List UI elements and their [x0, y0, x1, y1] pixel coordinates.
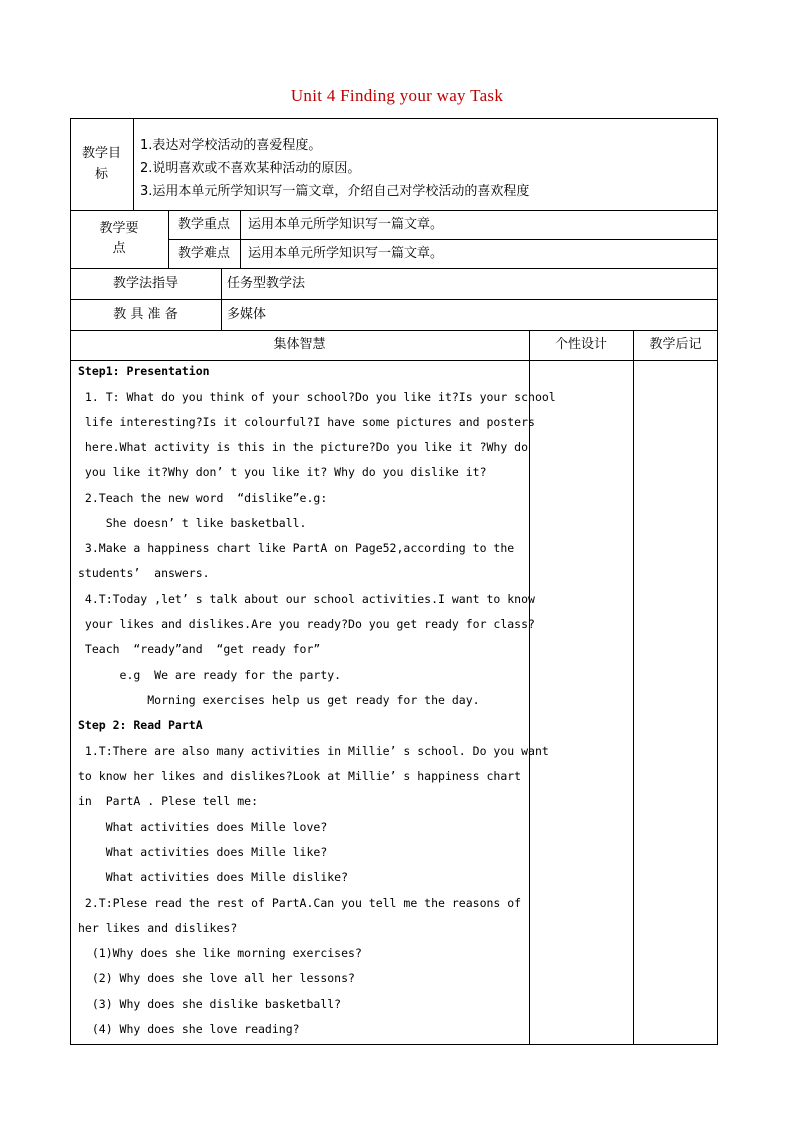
key-point-label: 教学重点	[177, 217, 230, 232]
content-line: 1. T: What do you think of your school?Do you like it?Is your school	[78, 390, 556, 404]
content-line: students’ answers.	[78, 566, 210, 580]
content-line: (3) Why does she dislike basketball?	[78, 997, 342, 1011]
personal-design-cell	[529, 360, 633, 1044]
content-line: Step1: Presentation	[78, 364, 210, 378]
lesson-plan-table	[70, 118, 718, 1045]
teaching-content	[70, 364, 556, 1044]
difficult-point-label: 教学难点	[177, 246, 230, 261]
content-line: e.g We are ready for the party.	[78, 668, 342, 682]
content-line: (1)Why does she like morning exercises?	[78, 946, 362, 960]
objective-item: 1.表达对学校活动的喜爱程度。	[140, 138, 322, 153]
content-line: Morning exercises help us get ready for the day.	[78, 693, 480, 707]
content-line: 4.T:Today ,let’ s talk about our school activities.I want to know	[78, 592, 535, 606]
objectives-label: 教学目标	[81, 146, 121, 182]
objective-item: 3.运用本单元所学知识写一篇文章，介绍自己对学校活动的喜欢程度	[140, 184, 530, 199]
content-line: 3.Make a happiness chart like PartA on Page52,according to the	[78, 541, 515, 555]
page-title: Unit 4 Finding your way Task	[290, 86, 504, 105]
content-line: 2.T:Plese read the rest of PartA.Can you tell me the reasons of	[78, 896, 522, 910]
column-header-main: 集体智慧	[273, 337, 326, 352]
key-points-label: 教学要点	[99, 221, 139, 256]
content-line: here.What activity is this in the picture?Do you like it ?Why do	[78, 440, 529, 454]
objective-item: 2.说明喜欢或不喜欢某种活动的原因。	[140, 161, 361, 176]
teaching-notes-cell	[633, 360, 718, 1044]
column-header-notes: 教学后记	[649, 337, 702, 352]
content-line: She doesn’ t like basketball.	[78, 516, 307, 530]
content-line: 1.T:There are also many activities in Millie’ s school. Do you want	[78, 744, 549, 758]
difficult-point-value: 运用本单元所学知识写一篇文章。	[248, 246, 444, 261]
content-line: your likes and dislikes.Are you ready?Do you get ready for class?	[78, 617, 535, 631]
content-line: in PartA . Plese tell me:	[78, 794, 259, 808]
method-value: 任务型教学法	[227, 276, 306, 291]
content-line: (2) Why does she love all her lessons?	[78, 971, 355, 985]
content-line: What activities does Mille dislike?	[78, 870, 349, 884]
content-line: to know her likes and dislikes?Look at Millie’ s happiness chart	[78, 769, 522, 783]
key-point-value: 运用本单元所学知识写一篇文章。	[248, 217, 444, 232]
content-line: What activities does Mille like?	[78, 845, 328, 859]
content-line: What activities does Mille love?	[78, 820, 328, 834]
tools-label: 教 具 准 备	[113, 307, 178, 322]
tools-value: 多媒体	[227, 307, 267, 322]
content-line: you like it?Why don’ t you like it? Why do you dislike it?	[78, 465, 487, 479]
content-line: Teach “ready”and “get ready for”	[78, 642, 321, 656]
content-line: her likes and dislikes?	[78, 921, 238, 935]
objectives-list	[140, 134, 710, 203]
content-line: life interesting?Is it colourful?I have some pictures and posters	[78, 415, 535, 429]
content-line: (4) Why does she love reading?	[78, 1022, 300, 1036]
content-line: 2.Teach the new word “dislike”e.g:	[78, 491, 328, 505]
content-line: Step 2: Read PartA	[78, 718, 203, 732]
column-header-personal: 个性设计	[554, 337, 607, 352]
method-label: 教学法指导	[112, 276, 178, 291]
